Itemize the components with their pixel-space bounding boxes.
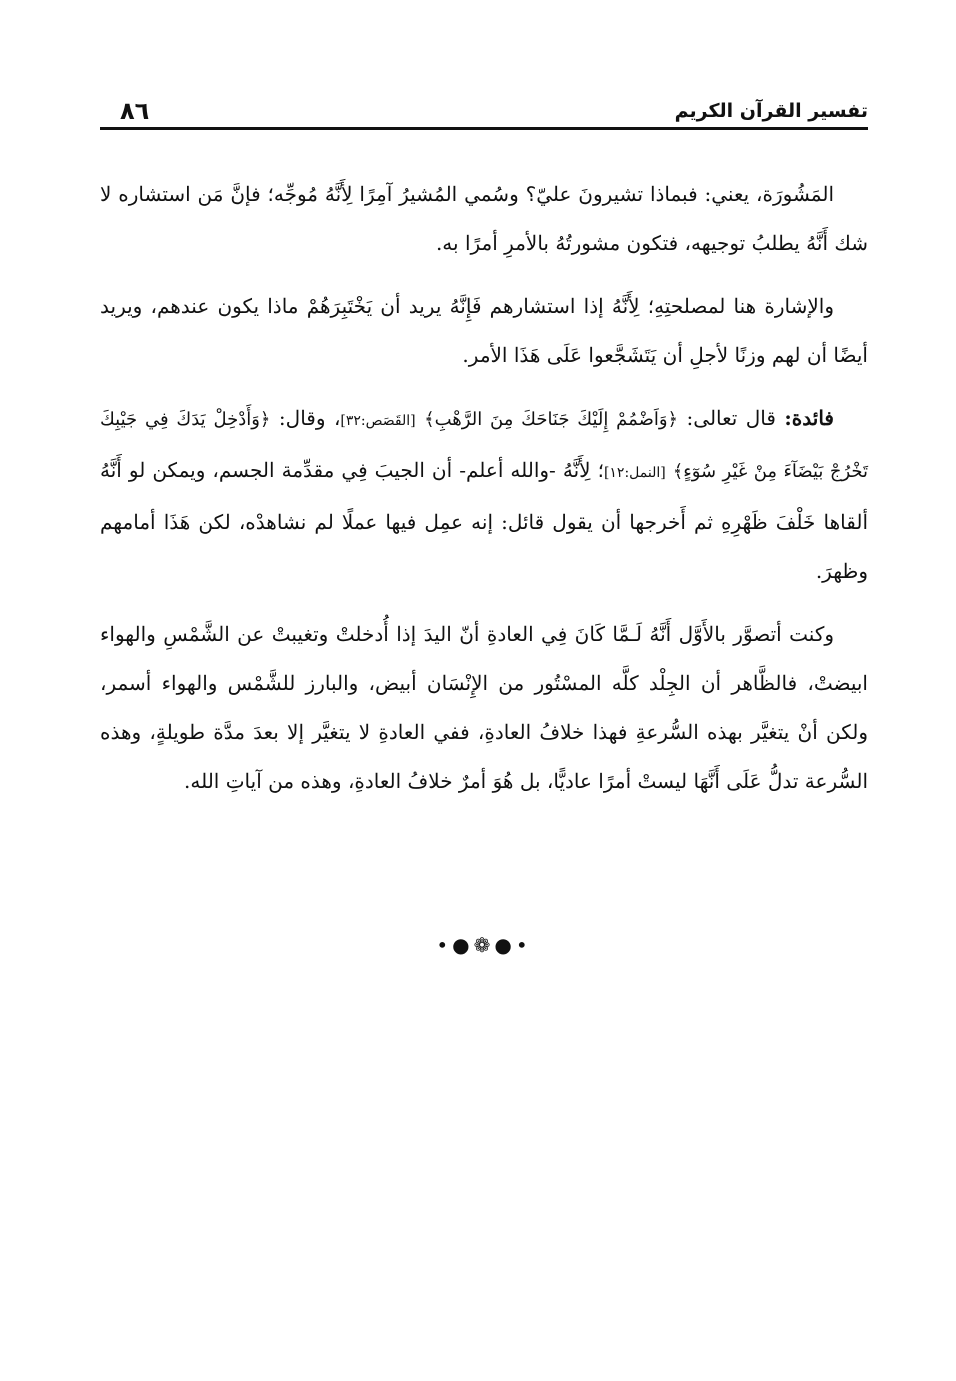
quran-verse-2: ﴿وَأَدْخِلْ يَدَكَ فِي جَيْبِكَ تَخْرُجْ بَيْضَآءَ مِنْ غَيْرِ سُوٓءٍ﴾ bbox=[100, 409, 869, 482]
book-title: تفسير القرآن الكريم bbox=[674, 100, 868, 122]
verse-intro: قال تعالى: bbox=[686, 406, 776, 430]
section-end-ornament: •●❁●• bbox=[436, 933, 532, 957]
benefit-label: فائدة: bbox=[784, 406, 834, 430]
paragraph-2: والإشارة هنا لمصلحتِهِ؛ لِأَنَّهُ إذا استشارهم فَإِنَّهُ يريد أن يَخْتَبِرَهُمْ ماذا يكون عندهم، ويريد أيضًا أن لهم وزنًا لأجلِ أن يَتَشَجَّعوا عَلَى هَذَا الأمر. bbox=[100, 294, 868, 367]
page-body bbox=[100, 170, 868, 820]
verse-reference-1: [القَصَص:٣٢] bbox=[340, 413, 416, 429]
verse-reference-2: [النمل:١٢] bbox=[603, 465, 666, 481]
page-number: ٨٦ bbox=[120, 97, 150, 125]
header-rule bbox=[100, 127, 868, 130]
paragraph-4: وكنت أتصوَّر بالأَوَّل أَنَّهُ لَـمَّا كَانَ فِي العادةِ أنّ اليدَ إذا أُدخلتْ وتغيبتْ عن الشَّمْسِ والهواء ابيضتْ، فالظَّاهر أن الجِلْد كلَّه المسْتُور من الإِنْسَان أبيض، والبارز للشَّمْس والهواء أسمر، ولكن أنْ يتغيَّر بهذه السُّرعةِ فهذا خلافُ العادةِ، ففي العادةِ لا يتغيَّر إلا بعدَ مدَّة طويلةٍ، وهذه السُّرعة تدلُّ عَلَى أَنَّهَا ليستْ أمرًا عاديًّا، بل هُوَ أمرٌ خلافُ العادةِ، وهذه من آياتِ الله. bbox=[100, 622, 868, 793]
paragraph-1: المَشُورَة، يعني: فبماذا تشيرونَ عليّ؟ وسُمي المُشيرُ آمِرًا لِأَنَّهُ مُوجِّه؛ فإنَّ مَن استشاره لا شك أَنَّهُ يطلبُ توجيهه، فتكون مشورتُهُ بالأمرِ أمرًا به. bbox=[100, 182, 868, 255]
running-header bbox=[100, 94, 868, 130]
paragraph-3 bbox=[100, 394, 868, 596]
paragraph-3-rest: ؛ لِأَنَّهُ -والله أعلم- أن الجيبَ فِي مقدِّمة الجسم، ويمكن لو أَنَّهُ ألقاها خَلْفَ ظَهْرِهِ ثم أَخرجها أن يقول قائل: إنه عمِل فيها عملًا لم نشاهدْه، لكن هَذَا أمامهم وظهرَ. bbox=[100, 458, 868, 583]
quran-verse-1: ﴿وَاَضْمُمْ إِلَيْكَ جَنَاحَكَ مِنَ الرَّهْبِ﴾ bbox=[424, 409, 679, 430]
verse-connector: ، وقال: bbox=[278, 406, 341, 430]
